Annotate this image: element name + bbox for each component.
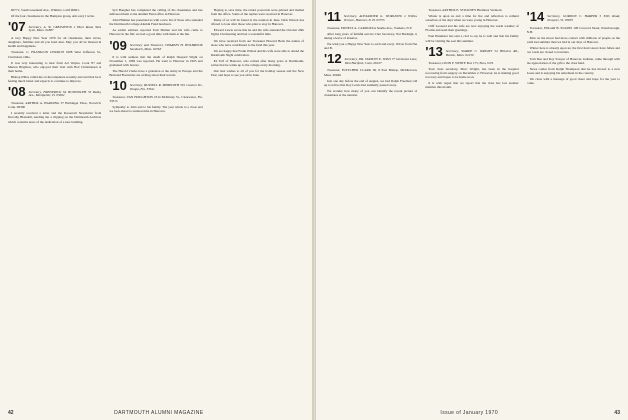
body-paragraph: Winter is upon us and a time for fire and reflection to remind ourselves of the days when we were young in Hanover. bbox=[425, 14, 519, 23]
body-paragraph: Treasurer, VAN HOUGHTON 2314 McKinley St., Clearwater, Fla. 33515 bbox=[109, 95, 203, 104]
body-paragraph: Our best wishes to all of you for the holiday season and the New Year, and hope to see you all in June. bbox=[210, 69, 304, 78]
body-paragraph: 60771; South Greenleaf Ave., Whittier, Calif 90601. bbox=[11, 8, 80, 12]
body-paragraph: Ed Tolf of Hanover, who retired after many years at Dartmouth, writes that he walks up to the college every morning. bbox=[210, 58, 304, 68]
footer-issue: Issue of January 1970 bbox=[440, 410, 499, 416]
right-footer bbox=[324, 410, 620, 416]
body-paragraph: We close with a message of good cheer and hope for the year to come. bbox=[526, 76, 620, 86]
body-paragraph: It was very interesting to hear from Art Wayne, Cook '67 and Marion Brighton, who enjoyed their visit with Bob Christiansen at their home. bbox=[8, 60, 102, 73]
page-number: 42 bbox=[8, 410, 14, 416]
body-paragraph: Hoping to save time, the return postcards were printed and mailed from the office. Some of the replies were received in Hanover. bbox=[210, 8, 304, 17]
body-paragraph: Treasurer, ARTHUR E. STICKNEY Birdland, Vermont. bbox=[428, 8, 503, 12]
body-paragraph: Treasurer, FLETCHER CLARK JR. 8 East Bishop, Middletown, Mass. 20040 bbox=[324, 68, 418, 77]
body-paragraph: Treasurer, C. FRANKLIN CHURCH 1908 West Jefferson St., Cincinnati, Ohio. bbox=[8, 50, 102, 59]
body-paragraph: Cliff Leonard and his wife are now enjoying the warm weather of Florida and send their greetings. bbox=[425, 24, 519, 33]
body-paragraph: Edward Lewis wrote that he and his wife attended the October 26th Sigma Chi meeting and had a wonderful time. bbox=[210, 28, 304, 37]
body-paragraph: I recently received a letter and the Roosevelt Newsletter from Dorothy Blaisdell, sending me a clipping on the Dartmouth Archives which contains news of the dedication of a new building. bbox=[8, 111, 102, 124]
body-paragraph: The Harold Clarks have a grandson at the Army in Europe and the Bertrand Bostwicks are writing about their travels. bbox=[109, 68, 203, 77]
text-column bbox=[425, 8, 518, 400]
body-paragraph: Of the four classmates in the Hampton group, Am sorry I write. bbox=[11, 14, 95, 19]
class-year: '10 bbox=[109, 78, 127, 94]
text-column bbox=[109, 8, 202, 400]
class-heading bbox=[109, 37, 203, 53]
body-paragraph: News comes from Ralph Thompson that he has moved to a new house and is enjoying his retirement in the country. bbox=[526, 66, 620, 75]
body-paragraph: Treasurer, ARTHUR A. HARDING 37 Harbinger Place, Norwich, Conn. 06360 bbox=[8, 101, 102, 110]
body-paragraph: We have received from our Treasurer Howard Betts the names of those who have contributed to the fund this year. bbox=[210, 38, 304, 47]
left-page bbox=[0, 0, 313, 420]
body-paragraph: It is with regret that we report that the class has lost another member this month. bbox=[425, 81, 519, 90]
class-year: '14 bbox=[526, 9, 545, 24]
body-paragraph: Winter here is already upon us; the first hard snows have fallen and our roads are closed to travelers. bbox=[526, 46, 620, 55]
class-year: '13 bbox=[425, 43, 443, 59]
left-footer bbox=[8, 410, 304, 416]
body-paragraph: Many of us will be found at the reunion in June. Dick Warren has offered to look after those who plan to stay in Hanover. bbox=[210, 18, 304, 27]
class-heading bbox=[8, 21, 101, 33]
class-year: '12 bbox=[324, 51, 342, 67]
class-secretary: Secretary, FREDERICK M. BOWDOLPH 53 Bailey Ave., Montpelier, Vt. 05602 bbox=[28, 89, 102, 98]
body-paragraph: Just one day before the end of August, we had Ralph Freeman call up to tell us that Roy Lewis had suddenly passed away. bbox=[324, 78, 418, 87]
class-year: '07 bbox=[8, 19, 26, 35]
class-year: '11 bbox=[324, 9, 341, 24]
class-year: '09 bbox=[109, 37, 127, 53]
body-paragraph: Paul Bannister has sent a card to say he is well and that his family will be visiting the east this summer. bbox=[425, 34, 519, 43]
body-paragraph: After long years of faithful service Clan Secretary, Nat Burleigh, is taking a leave of absence. bbox=[324, 32, 418, 41]
body-paragraph: It is with sadness that the death of Ralph Shepard Wight on November 1, 1969 was reported. He went to Hanover in 1905 and graduated with honors. bbox=[109, 54, 203, 67]
body-paragraph: Treasurer, EDGAR B. ELKINS 109 Concord Street, Peterborough, N.H. bbox=[526, 26, 620, 35]
body-paragraph: Syd Baugher has completed the calling of his classmates and has delivered them to the Alumni Fund office in Hanover. bbox=[109, 8, 203, 17]
page-number: 43 bbox=[614, 410, 620, 416]
body-paragraph: We are happy that Frank Wilson and his wife were able to attend the Dartmouth Night celebration. bbox=[210, 48, 304, 57]
class-secretary: Secretary, A. W. CREIGHTON 2 Hunt Road, West Lynn, Mass. 01887 bbox=[28, 24, 102, 33]
body-paragraph: Your class secretary, Marc Wright, has been in the hospital recovering from surgery on December 2. However, he is making good recovery and hopes to be home soon. bbox=[425, 66, 519, 79]
body-paragraph: Treasurer, ERNEST A. CARDOZZA Seattle Ave., Yonkers, N.Y. bbox=[327, 26, 413, 30]
left-columns bbox=[8, 8, 304, 400]
class-secretary: Secretary and Treasurer, CHARLES H. HOLBROOK Sandwich, Mass. 02563 bbox=[129, 42, 203, 51]
footer-publication: DARTMOUTH ALUMNI MAGAZINE bbox=[114, 410, 204, 416]
body-paragraph: A very Happy New Year 1970 for all classmates, their wives, daughters, families and all you hold dear. May you all be blessed in health and happiness. bbox=[8, 36, 102, 49]
class-secretary: Secretary, DR. STANLEY E. WILD 77 Glenmont Lane, West Hartford, Conn. 06107 bbox=[344, 56, 418, 65]
text-column bbox=[211, 8, 304, 400]
right-columns bbox=[324, 8, 620, 400]
class-secretary: Secretary, ALEXANDER G. WORLDOW 2 Willow Terrace, Hanover, N. H. 03755 bbox=[343, 14, 418, 23]
body-paragraph: Men on the moon had more contact with millions of people on the earth last summer than we had in our days of Hanover. bbox=[526, 36, 620, 45]
class-secretary: Secretary, GORDON C. HARPER 5 Ellis Road, Newport, Vt. 05855 bbox=[547, 14, 620, 23]
right-page bbox=[315, 0, 628, 420]
class-heading bbox=[425, 43, 519, 59]
body-paragraph: Sympathy to John and to his family. The year winds to a close and we look ahead to reunion time in Hanover. bbox=[109, 105, 203, 114]
body-paragraph: Tom Dee and Roy Sawyer of Hanover, Indiana, came through with the appreciation of the gift to the class fund. bbox=[526, 56, 620, 65]
class-heading bbox=[109, 80, 202, 92]
class-heading bbox=[324, 53, 417, 65]
class-heading bbox=[324, 11, 417, 23]
text-column bbox=[324, 8, 417, 400]
body-paragraph: We wish you a Happy New Year to each and every 1911er from Nat and B. bbox=[324, 42, 418, 51]
class-heading bbox=[527, 11, 620, 23]
text-column bbox=[8, 8, 101, 400]
class-heading bbox=[8, 86, 101, 98]
class-secretary: Secretary, RUSSELL R. MEREDITH 501 Cannon Dr., Tampa, Fla. 33611 bbox=[129, 83, 203, 92]
class-secretary: Secretary, WARDE C. WRIGHT 54 Hillview Rd., Boston, Mass. 02130 bbox=[445, 49, 519, 57]
body-paragraph: As earlier editions reported Tom Mullen and his wife came to Hanover in the fall; we had a good time with them at the Inn. bbox=[109, 28, 203, 37]
body-paragraph: John Hinman has presented us with a new list of those who attended the Dartmouth College Alumni Fund luncheon. bbox=[109, 18, 203, 27]
body-paragraph: We wonder how many of you can identify the recent picture of classmates at the reunion. bbox=[324, 88, 418, 97]
body-paragraph: Treasurer, LEON F. WHITE Box 175, Etna, N.H. bbox=[428, 60, 494, 65]
text-column bbox=[527, 8, 620, 400]
class-year: '08 bbox=[8, 84, 26, 100]
body-paragraph: Bishop Nilles called me on the telephone recently and said that he is feeling much better and expects to continue to improve. bbox=[8, 74, 102, 84]
